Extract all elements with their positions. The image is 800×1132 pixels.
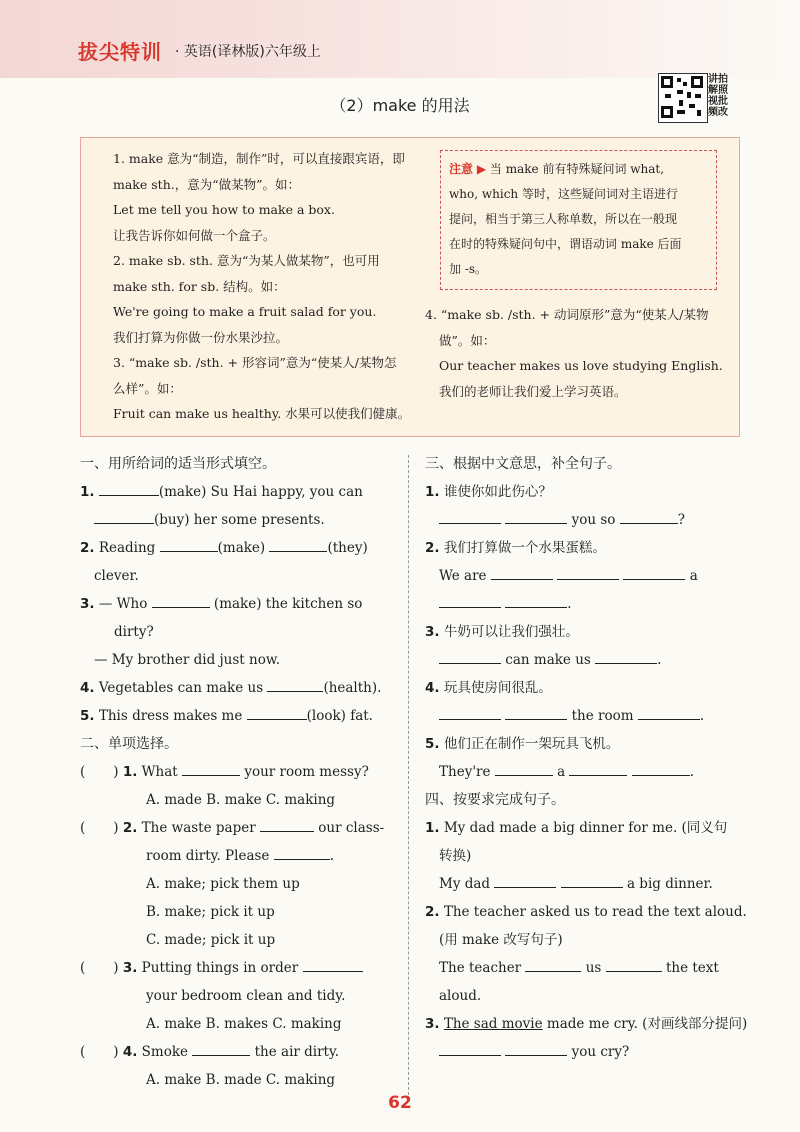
- answer-blank[interactable]: [439, 649, 501, 664]
- translate-5: 5. 他们正在制作一架玩具飞机。: [425, 736, 620, 752]
- answer-blank[interactable]: [152, 593, 210, 608]
- rewrite-3-answer: [425, 1038, 745, 1066]
- answer-blank[interactable]: [595, 649, 657, 664]
- question-text: 我们打算做一个水果蛋糕。: [443, 540, 606, 556]
- left-column: [80, 450, 400, 1094]
- rule-example: Our teacher makes us love studying English.: [439, 358, 723, 373]
- question-text: (make) the kitchen so: [213, 596, 363, 612]
- choice-option-c: C. made; pick it up: [146, 932, 276, 948]
- arrow-icon: ▶: [476, 162, 487, 176]
- question-text: us: [585, 960, 602, 976]
- rule-example: Fruit can make us healthy. 水果可以使我们健康。: [113, 406, 411, 421]
- question-3-answer: — My brother did just now.: [94, 652, 281, 668]
- answer-blank[interactable]: [495, 761, 553, 776]
- rule-line: 么样”。如：: [113, 380, 182, 396]
- rule-line: 4. “make sb. /sth. + 动词原形”意为“使某人/某物: [425, 307, 709, 322]
- question-text: the text: [665, 960, 719, 976]
- choice-1: ( ) 1. What your room messy?: [80, 758, 400, 786]
- rewrite-2: 2. The teacher asked us to read the text aloud.: [425, 904, 747, 920]
- rewrite-1-cont: 转换): [439, 848, 472, 864]
- rewrite-3: 3. The sad movie made me cry. (对画线部分提问): [425, 1016, 748, 1032]
- answer-blank[interactable]: [439, 705, 501, 720]
- question-text: a: [689, 568, 698, 584]
- choice-4: ( ) 4. Smoke the air dirty.: [80, 1038, 400, 1066]
- question-text: the room: [571, 708, 634, 724]
- question-text: 牛奶可以让我们强壮。: [443, 624, 579, 640]
- question-text: can make us: [505, 652, 591, 668]
- translate-4: 4. 玩具使房间很乱。: [425, 680, 552, 696]
- qr-label: 讲拍: [708, 74, 728, 85]
- question-text: The waste paper: [141, 820, 256, 836]
- choice-options: A. make B. makes C. making: [146, 1016, 342, 1032]
- section-2-title: 二、单项选择。: [80, 736, 178, 752]
- qr-label: 解照: [708, 85, 728, 96]
- answer-blank[interactable]: [620, 509, 678, 524]
- answer-blank[interactable]: [505, 593, 567, 608]
- question-text: My dad made a big dinner for me. (同义句: [443, 820, 728, 836]
- question-text: (buy) her some presents.: [154, 512, 325, 528]
- question-text: The teacher asked us to read the text aloud.: [443, 904, 747, 920]
- rewrite-1-answer: [425, 870, 745, 898]
- rule-line: make sth. for sb. 结构。如：: [113, 278, 286, 294]
- brand-logo: 拔尖特训: [78, 40, 162, 64]
- attention-line: 在时的特殊疑问句中，谓语动词 make 后面: [449, 237, 682, 251]
- rule-line: 1. make 意为“制造，制作”时，可以直接跟宾语，即: [113, 151, 405, 166]
- question-text: (health).: [323, 680, 382, 696]
- rewrite-2-answer-cont: aloud.: [439, 988, 482, 1004]
- rule-line: 做”。如：: [439, 332, 496, 348]
- question-2: 2. Reading (make) (they): [80, 534, 400, 562]
- answer-blank[interactable]: [439, 509, 501, 524]
- answer-blank[interactable]: [561, 873, 623, 888]
- section-3-title: 三、根据中文意思，补全句子。: [425, 456, 621, 472]
- translate-2: 2. 我们打算做一个水果蛋糕。: [425, 540, 606, 556]
- translate-1-answer: you so ?: [425, 506, 745, 534]
- rules-list: [113, 146, 433, 427]
- question-1-cont: [80, 506, 400, 534]
- question-text: the air dirty.: [254, 1044, 340, 1060]
- question-2-cont: clever.: [94, 568, 139, 584]
- translate-5-answer: They're a .: [425, 758, 745, 786]
- answer-blank[interactable]: [182, 761, 240, 776]
- answer-blank[interactable]: [260, 817, 314, 832]
- question-1: 1. (make) Su Hai happy, you can: [80, 478, 400, 506]
- answer-blank[interactable]: [247, 705, 307, 720]
- page-number: 62: [388, 1093, 412, 1113]
- column-divider: [408, 455, 409, 1095]
- choice-3: ( ) 3. Putting things in order: [80, 954, 400, 982]
- answer-blank[interactable]: [160, 537, 218, 552]
- answer-blank[interactable]: [491, 565, 553, 580]
- book-subtitle: · 英语(译林版)六年级上: [175, 44, 321, 60]
- question-text: a: [557, 764, 566, 780]
- answer-blank[interactable]: [303, 957, 363, 972]
- rewrite-1: 1. My dad made a big dinner for me. (同义句: [425, 820, 728, 836]
- answer-blank[interactable]: [99, 481, 159, 496]
- choice-3-cont: your bedroom clean and tidy.: [146, 988, 346, 1004]
- choice-2-cont: room dirty. Please .: [80, 842, 400, 870]
- translate-1: 1. 谁使你如此伤心？: [425, 484, 552, 500]
- section-title: （2）make 的用法: [330, 96, 470, 115]
- question-text: Reading: [98, 540, 156, 556]
- section-4-title: 四、按要求完成句子。: [425, 792, 565, 808]
- answer-blank[interactable]: [505, 705, 567, 720]
- choice-options: A. make B. made C. making: [146, 1072, 336, 1088]
- translate-2-answer-cont: .: [425, 590, 745, 618]
- attention-label: 注意: [449, 162, 474, 176]
- question-text: your room messy?: [244, 764, 369, 780]
- attention-line: 提问，相当于第三人称单数，所以在一般现: [449, 212, 678, 226]
- qr-label: 频改: [708, 107, 728, 118]
- question-text: 谁使你如此伤心？: [443, 484, 552, 500]
- question-text: (look) fat.: [306, 708, 373, 724]
- attention-box: [440, 150, 717, 290]
- section-1-title: 一、用所给词的适当形式填空。: [80, 456, 276, 472]
- answer-blank[interactable]: [274, 845, 330, 860]
- choice-2: ( ) 2. The waste paper our class-: [80, 814, 400, 842]
- question-text: This dress makes me: [98, 708, 243, 724]
- answer-blank[interactable]: [505, 509, 567, 524]
- answer-blank[interactable]: [557, 565, 619, 580]
- rule-4: [425, 302, 735, 404]
- rewrite-2-answer: [425, 954, 745, 982]
- question-text: Putting things in order: [141, 960, 299, 976]
- question-text: (make): [217, 540, 266, 556]
- rule-example: Let me tell you how to make a box.: [113, 202, 335, 217]
- answer-blank[interactable]: [494, 873, 556, 888]
- rule-line: make sth.，意为“做某物”。如：: [113, 176, 300, 192]
- answer-blank[interactable]: [638, 705, 700, 720]
- question-text: you cry?: [571, 1044, 630, 1060]
- attention-line: 加 -s。: [449, 262, 488, 276]
- answer-blank[interactable]: [525, 957, 581, 972]
- question-text: My dad: [439, 876, 491, 892]
- question-text: made me cry. (对画线部分提问): [546, 1016, 748, 1032]
- question-text: 玩具使房间很乱。: [443, 680, 552, 696]
- question-text: (make) Su Hai happy, you can: [158, 484, 363, 500]
- translate-2-answer: [425, 562, 745, 590]
- right-column: [425, 450, 748, 1066]
- attention-line: who, which 等时，这些疑问词对主语进行: [449, 187, 678, 201]
- question-text: The teacher: [439, 960, 522, 976]
- answer-blank[interactable]: [569, 761, 627, 776]
- answer-blank[interactable]: [192, 1041, 250, 1056]
- question-text: room dirty. Please: [146, 848, 270, 864]
- answer-blank[interactable]: [606, 957, 662, 972]
- question-3-cont: dirty?: [114, 624, 154, 640]
- answer-blank[interactable]: [505, 1041, 567, 1056]
- question-text: a big dinner.: [626, 876, 713, 892]
- answer-blank[interactable]: [269, 537, 327, 552]
- choice-option-a: A. make; pick them up: [146, 876, 300, 892]
- question-3: 3. — Who (make) the kitchen so: [80, 590, 400, 618]
- question-text: our class-: [318, 820, 385, 836]
- translate-3-answer: can make us .: [425, 646, 745, 674]
- rule-translation: 我们的老师让我们爱上学习英语。: [439, 383, 627, 399]
- rule-line: 3. “make sb. /sth. + 形容词”意为“使某人/某物怎: [113, 355, 397, 370]
- question-5: 5. This dress makes me (look) fat.: [80, 702, 400, 730]
- answer-blank[interactable]: [439, 593, 501, 608]
- answer-blank[interactable]: [267, 677, 323, 692]
- answer-blank[interactable]: [623, 565, 685, 580]
- qr-label: 视批: [708, 96, 728, 107]
- rule-example: We're going to make a fruit salad for you.: [113, 304, 377, 319]
- rule-line: 2. make sb. sth. 意为“为某人做某物”，也可用: [113, 253, 380, 268]
- question-text: We are: [439, 568, 487, 584]
- question-text: What: [141, 764, 178, 780]
- question-text: (they): [327, 540, 368, 556]
- choice-options: A. made B. make C. making: [146, 792, 336, 808]
- question-text: — Who: [98, 596, 148, 612]
- rule-translation: 让我告诉你如何做一个盒子。: [113, 227, 276, 243]
- rewrite-2-cont: (用 make 改写句子): [439, 932, 563, 948]
- question-text: Smoke: [141, 1044, 189, 1060]
- translate-4-answer: the room .: [425, 702, 745, 730]
- answer-blank[interactable]: [439, 1041, 501, 1056]
- question-text: They're: [439, 764, 491, 780]
- attention-line: 当 make 前有特殊疑问词 what,: [489, 162, 665, 176]
- underlined-phrase: The sad movie: [443, 1016, 543, 1032]
- answer-blank[interactable]: [632, 761, 690, 776]
- rule-translation: 我们打算为你做一份水果沙拉。: [113, 329, 289, 345]
- choice-option-b: B. make; pick it up: [146, 904, 275, 920]
- question-4: 4. Vegetables can make us (health).: [80, 674, 400, 702]
- question-text: 他们正在制作一架玩具飞机。: [443, 736, 620, 752]
- question-text: you so: [571, 512, 616, 528]
- answer-blank[interactable]: [94, 509, 154, 524]
- question-text: Vegetables can make us: [98, 680, 264, 696]
- translate-3: 3. 牛奶可以让我们强壮。: [425, 624, 579, 640]
